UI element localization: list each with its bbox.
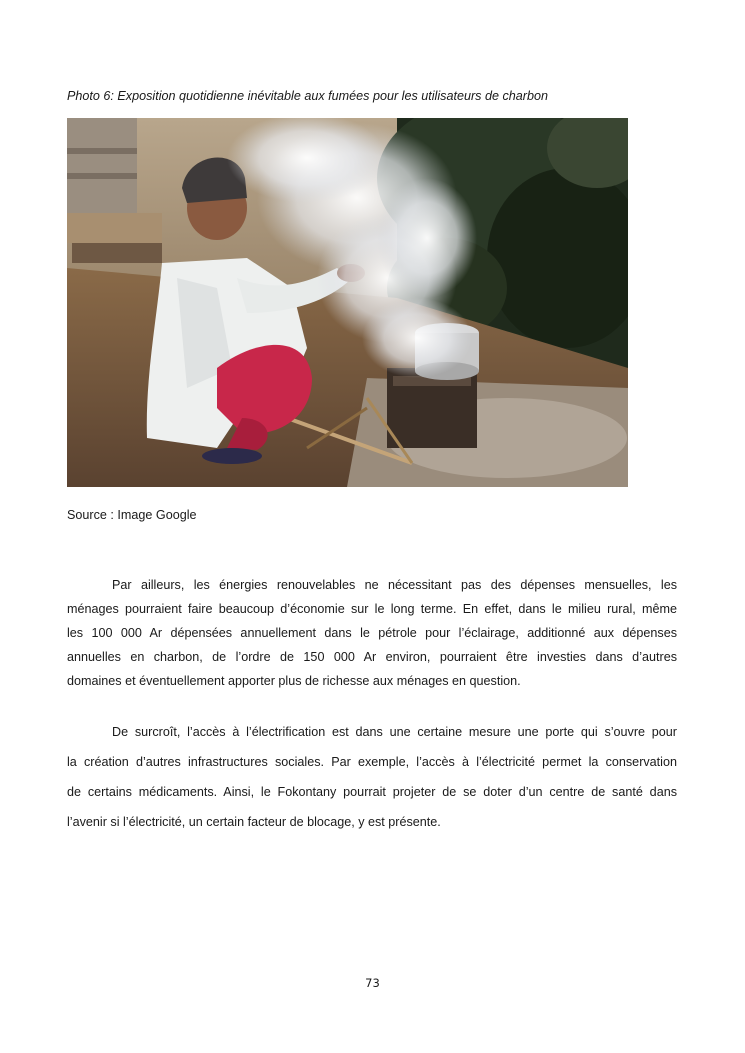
paragraph-1-line-2: ménages pourraient faire beaucoup d’économie sur le long terme. En effet, dans le milieu rural, même — [67, 602, 677, 616]
paragraph-1-line-1: Par ailleurs, les énergies renouvelables ne nécessitant pas des dépenses mensuelles, les — [112, 578, 677, 592]
photo-illustration — [67, 118, 628, 487]
paragraph-2 — [67, 717, 677, 837]
paragraph-2-line-3: de certains médicaments. Ainsi, le Fokontany pourrait projeter de se doter d’un centre de santé dans — [67, 785, 677, 799]
paragraph-1 — [67, 573, 677, 693]
paragraph-1-line-4: annuelles en charbon, de l’ordre de 150 000 Ar environ, pourraient être investies dans d’autres — [67, 650, 677, 664]
photo-woman-cooking-charcoal — [67, 118, 628, 487]
paragraph-1-line-5: domaines et éventuellement apporter plus de richesse aux ménages en question. — [67, 674, 521, 688]
paragraph-2-line-2: la création d’autres infrastructures sociales. Par exemple, l’accès à l’électricité permet la conservation — [67, 755, 677, 769]
paragraph-2-line-4: l’avenir si l’électricité, un certain facteur de blocage, y est présente. — [67, 815, 441, 829]
paragraph-1-line-3: les 100 000 Ar dépensées annuellement dans le pétrole pour l’éclairage, additionné aux dépenses — [67, 626, 677, 640]
paragraph-2-line-1: De surcroît, l’accès à l’électrification est dans une certaine mesure une porte qui s’ouvre pour — [112, 725, 677, 739]
photo-source: Source : Image Google — [67, 508, 197, 522]
photo-caption: Photo 6: Exposition quotidienne inévitable aux fumées pour les utilisateurs de charbon — [67, 89, 548, 103]
page-number: 73 — [365, 976, 380, 990]
